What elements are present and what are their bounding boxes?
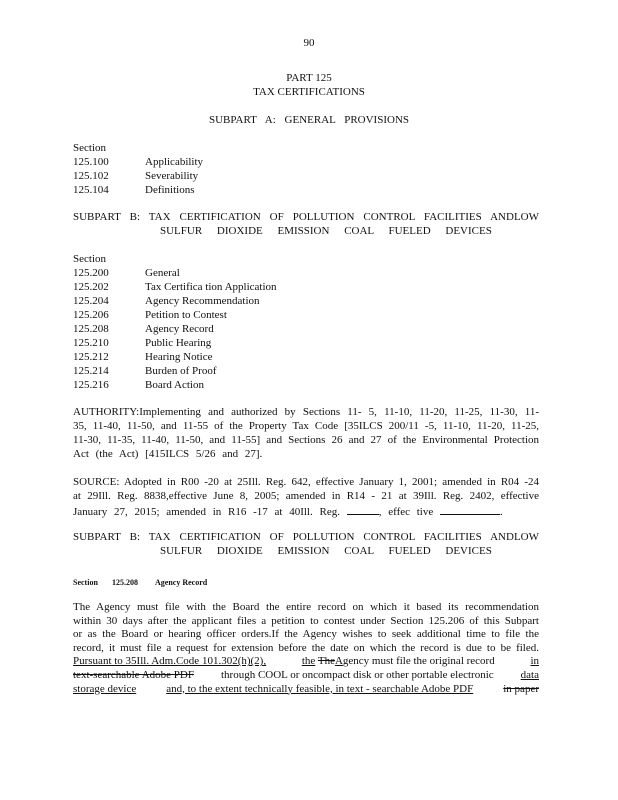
body-line-amended: storage device and, to the extent technically feasible, in text - searchable Adobe PDF in paper [73,682,539,695]
toc-number: 125.202 [73,281,109,293]
part-title: TAX CERTIFICATIONS [253,86,365,98]
part-heading: PART 125 [286,72,332,84]
toc-title: Tax Certifica tion Application [145,281,277,293]
toc-title: Agency Recommendation [145,295,260,307]
toc-number: 125.206 [73,309,109,321]
toc-number: 125.208 [73,323,109,335]
toc-number: 125.104 [73,184,109,196]
page-number: 90 [303,37,315,49]
toc-number: 125.204 [73,295,109,307]
source-line: at 29Ill. Reg. 8838,effective June 8, 2005; amended in R14 - 21 at 39Ill. Reg. 2402, effective [73,490,539,502]
source-line3-period: . [500,506,503,518]
body-line-amended: Pursuant to 35Ill. Adm.Code 101.302(h)(2), the TheAgency must file the original record in [73,655,539,668]
blank-date [440,504,500,515]
body-line: within 30 days after the applicant files a petition to contest under Section 125.206 of this Subpart [73,614,539,627]
section-heading-title: Agency Record [155,578,208,587]
toc-title: General [145,267,180,279]
subpart-b-section-label: Section [73,253,106,265]
section-heading-number: 125.208 [112,578,138,587]
subpart-b-repeat-heading-line1: SUBPART B: TAX CERTIFICATION OF POLLUTION CONTROL FACILITIES ANDLOW [73,531,539,543]
toc-title: Petition to Contest [145,309,227,321]
toc-title: Hearing Notice [145,351,213,363]
authority-line: 35, 11-40, 11-50, and 11-55 of the Property Tax Code [35ILCS 200/11 -5, 11-10, 11-20, 11-25, [73,420,539,432]
source-line3-text: January 27, 2015; amended in R16 -17 at 40Ill. Reg. [73,506,340,518]
subpart-a-section-label: Section [73,142,106,154]
toc-number: 125.214 [73,365,109,377]
authority-line: AUTHORITY:Implementing and authorized by Sections 11- 5, 11-10, 11-20, 11-25, 11-30, 11- [73,406,539,418]
toc-number: 125.212 [73,351,109,363]
body-line: record, it must file a request for extension before the date on which the record is due to be filed. [73,641,539,654]
subpart-b-heading-line2: SULFUR DIOXIDE EMISSION COAL FUELED DEVICES [160,225,492,237]
toc-title: Burden of Proof [145,365,217,377]
toc-title: Agency Record [145,323,214,335]
source-line [73,504,503,519]
section-heading-word: Section [73,578,98,587]
blank-volume [347,504,379,515]
source-line: SOURCE: Adopted in R00 -20 at 25Ill. Reg. 642, effective January 1, 2001; amended in R04 -24 [73,476,539,488]
source-line3-effective: , effec tive [378,506,434,518]
toc-title: Definitions [145,184,195,196]
subpart-b-heading-line1: SUBPART B: TAX CERTIFICATION OF POLLUTION CONTROL FACILITIES ANDLOW [73,211,539,223]
toc-title: Applicability [145,156,204,168]
toc-title: Public Hearing [145,337,212,349]
toc-number: 125.102 [73,170,109,182]
toc-title: Severability [145,170,199,182]
toc-number: 125.100 [73,156,109,168]
authority-line: Act (the Act) [415ILCS 5/26 and 27]. [73,448,263,460]
toc-number: 125.210 [73,337,109,349]
body-line: or as the Board or hearing officer orders.If the Agency wishes to seek additional time to file the [73,628,539,641]
toc-number: 125.216 [73,379,109,391]
subpart-b-repeat-heading-line2: SULFUR DIOXIDE EMISSION COAL FUELED DEVICES [160,545,492,557]
section-body [73,601,539,696]
toc-number: 125.200 [73,267,109,279]
subpart-a-heading: SUBPART A: GENERAL PROVISIONS [209,114,409,126]
body-line: The Agency must file with the Board the entire record on which it based its recommendation [73,601,539,613]
body-line-amended: text-searchable Adobe PDF through COOL or oncompact disk or other portable electronic data [73,668,539,681]
toc-title: Board Action [145,379,204,391]
authority-line: 11-30, 11-35, 11-40, 11-50, and 11-55] and Sections 26 and 27 of the Environmental Protection [73,434,539,446]
